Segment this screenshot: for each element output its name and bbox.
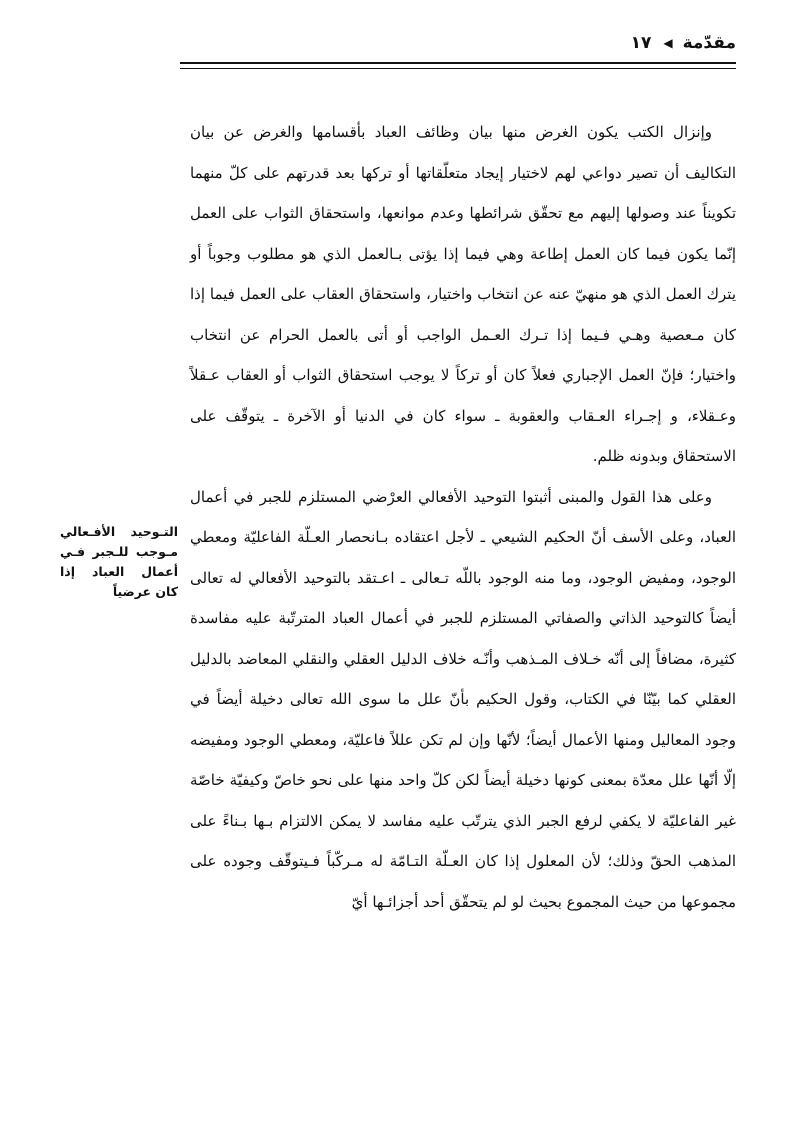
page-header bbox=[180, 30, 736, 56]
page-number: ١٧ bbox=[630, 33, 652, 53]
header-rule-thin bbox=[180, 68, 736, 69]
main-text bbox=[190, 112, 736, 922]
paragraph: وإنزال الكتب يكون الغرض منها بيان وظائف العباد بأقسامها والغرض عن بيان التكاليف أن تصير دواعي لهم لاختيار إيجاد متعلّقاتها أو تركها بعد قدرتهم على كلّ منهما تكويناً عند وصولها إليهم مع تحقّق شرائطها وعدم موانعها، واستحقاق الثواب على العمل إنّما يكون فيما كان العمل إطاعة وهي فيما إذا يؤتى بـالعمل الذي هو مطلوب وجوباً أو يترك العمل الذي هو منهيّ عنه عن انتخاب واختيار، واستحقاق العقاب على العمل فيما إذا كان مـعصية وهـي فـيما إذا تـرك العـمل الواجب أو أتى بالعمل الحرام عن انتخاب واختيار؛ فإنّ العمل الإجباري فعلاً كان أو تركاً لا يوجب استحقاق الثواب أو العقاب عـقلاً وعـقلاء، و إجـراء العـقاب والعقوبة ـ سواء كان في الدنيا أو الآخرة ـ يتوقّف على الاستحقاق وبدونه ظلم. bbox=[190, 123, 736, 465]
margin-note: التـوحيد الأفـعالي مـوجب للـجبر فـي أعمال العباد إذا كان عرضياً bbox=[60, 524, 178, 599]
page-title: مقدّمة bbox=[682, 33, 736, 53]
triangle-marker-icon: ◀ bbox=[663, 36, 673, 50]
header-rule-thick bbox=[180, 62, 736, 64]
paragraph: وعلى هذا القول والمبنى أثبتوا التوحيد الأفعالي العرْضي المستلزم للجبر في أعمال العباد، وعلى الأسف أنّ الحكيم الشيعي ـ لأجل اعتقاده بـانحصار العـلّة الفاعليّة ومعطي الوجود، ومفيض الوجود، وما منه الوجود باللّه تـعالى ـ اعـتقد بالتوحيد الأفعالي له تعالى أيضاً كالتوحيد الذاتي والصفاتي المستلزم للجبر في أعمال العباد المترتّبة عليه مفاسدة كثيرة، مضافاً إلى أنّه خـلاف المـذهب وأنّـه خلاف الدليل العقلي والنقلي المعاضد بالدليل العقلي كما بيّنّا في الكتاب، وقول الحكيم بأنّ علل ما سوى الله تعالى دخيلة أيضاً في وجود المعاليل ومنها الأعمال أيضاً؛ لأنّها وإن لم تكن عللاً فاعليّة، ومعطي الوجود ومفيضه إلّا أنّها علل معدّة بمعنى كونها دخيلة أيضاً لكن كلّ واحد منها على نحو خاصّ وكيفيّة خاصّة غير الفاعليّة لا يكفي لرفع الجبر الذي يترتّب عليه مفاسد لا يمكن الالتزام بـها بـناءً على المذهب الحقّ وذلك؛ لأن المعلول إذا كان العـلّة التـامّة له مـركّباً فـيتوقّف وجوده على مجموعها من حيث المجموع بحيث لو لم يتحقّق أحد أجزائـها أيّ bbox=[190, 487, 736, 911]
